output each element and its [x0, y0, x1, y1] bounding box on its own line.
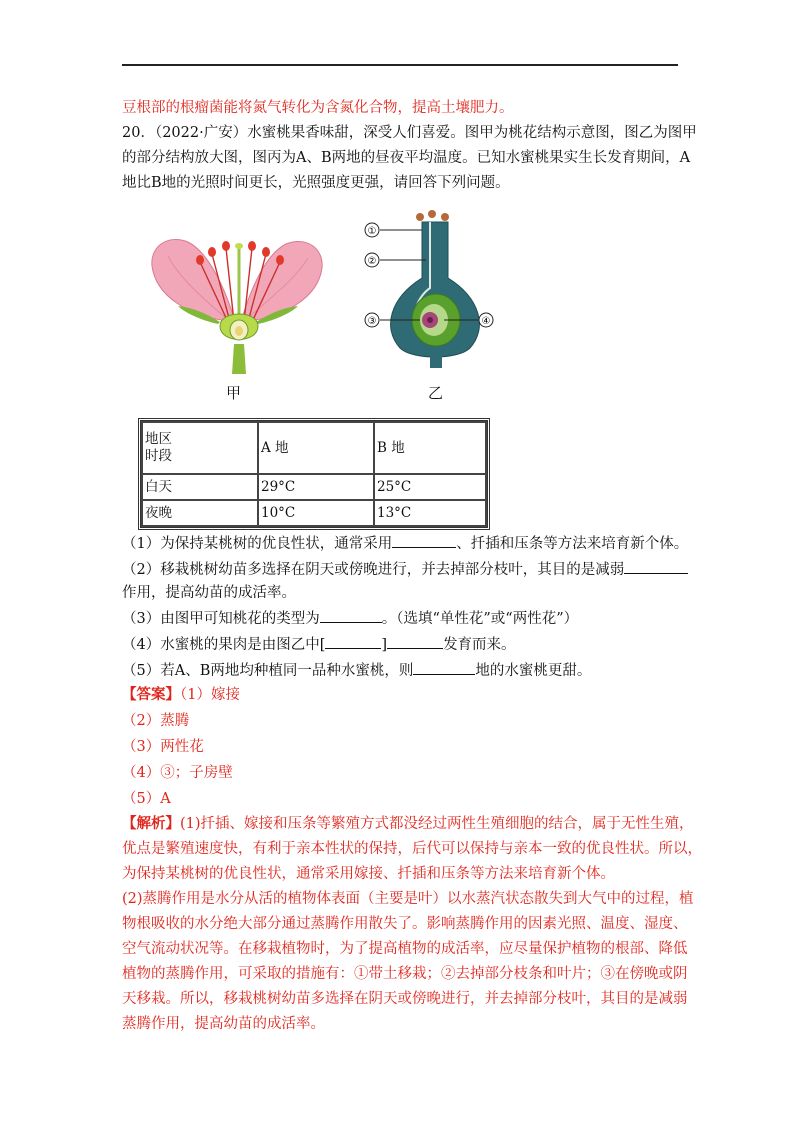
question-stem-line-1 [122, 123, 697, 143]
sub-question-2: （2）移栽桃树幼苗多选择在阴天或傍晚进行，并去掉部分枝叶，其目的是减弱 [122, 559, 688, 580]
stigma [235, 243, 243, 249]
sub-question-2-cont: 作用，提高幼苗的成活率。 [122, 585, 296, 601]
answer-line-4: （4）③；子房壁 [122, 765, 233, 781]
analysis-line-1: 【解析】(1)扦插、嫁接和压条等繁殖方式都没经过两性生殖细胞的结合，属于无性生殖， [122, 815, 694, 832]
header-a-cell: A 地 [258, 422, 374, 474]
header-corner-cell: 地区 时段 [142, 422, 258, 474]
cell-a: 10°C [258, 500, 374, 526]
row-label-cell: 夜晚 [142, 500, 258, 526]
analysis-line-6: 空气流动状况等。在移栽植物时，为了提高植物的成活率，应尽量保护植物的根部、降低 [122, 941, 688, 957]
question-number: 20． [122, 125, 155, 141]
sub-question-3: （3）由图甲可知桃花的类型为 。（选填“单性花”或“两性花”） [122, 608, 578, 629]
answer-line-2: （2）蒸腾 [122, 713, 190, 729]
answer-blank [413, 660, 475, 675]
analysis-tag: 【解析】 [122, 815, 180, 832]
question-stem-line-3: 地比B地的光照时间更长，光照强度更强，请回答下列问题。 [122, 175, 510, 191]
answer-line-1: 【答案】（1）嫁接 [122, 686, 240, 703]
analysis-line-2: 优点是繁殖速度快，有利于亲本性状的保持，后代可以保持与亲本一致的优良性状。所以， [122, 841, 702, 857]
cell-a: 29°C [258, 474, 374, 500]
table-row [142, 474, 486, 500]
answer-blank [624, 559, 688, 574]
answer-blank [387, 634, 443, 649]
pollen-grains [416, 210, 449, 221]
marker-2-label: ② [367, 256, 377, 267]
answer-line-3: （3）两性花 [122, 739, 204, 755]
analysis-line-4: (2)蒸腾作用是水分从活的植物体表面（主要是叶）以水蒸汽状态散失到大气中的过程，植 [122, 891, 694, 907]
flower-diagram-jia [148, 226, 328, 376]
header-b-cell: B 地 [374, 422, 486, 474]
petal-right [242, 241, 322, 321]
analysis-line-5: 物根吸收的水分绝大部分通过蒸腾作用散失了。影响蒸腾作用的因素光照、温度、湿度、 [122, 916, 688, 932]
answer-blank [325, 634, 381, 649]
table-row [142, 500, 486, 526]
cell-b: 13°C [374, 500, 486, 526]
row-label-cell: 白天 [142, 474, 258, 500]
previous-answer-text: 豆根部的根瘤菌能将氮气转化为含氮化合物，提高土壤肥力。 [122, 100, 514, 116]
marker-4-label: ④ [481, 316, 491, 327]
marker-3-label: ③ [367, 316, 377, 327]
answer-blank [320, 608, 382, 623]
pistil-base [430, 348, 442, 368]
table-header-row [142, 422, 486, 474]
answer-blank [392, 533, 456, 548]
pistil-diagram-yi [360, 208, 510, 378]
figure-label-jia: 甲 [226, 384, 242, 402]
figure-label-yi: 乙 [428, 384, 444, 402]
stem-text-1: （2022·广安）水蜜桃果香味甜，深受人们喜爱。图甲为桃花结构示意图，图乙为图甲 [154, 125, 697, 141]
flower-stalk [232, 344, 246, 374]
answer-line-5: （5）A [122, 791, 171, 807]
sub-question-5: （5）若A、B两地均种植同一品种水蜜桃，则 地的水蜜桃更甜。 [122, 660, 591, 681]
analysis-line-3: 为保持某桃树的优良性状，通常采用嫁接、扦插和压条等方法来培育新个体。 [122, 866, 615, 882]
sub-question-4: （4）水蜜桃的果肉是由图乙中[ ] 发育而来。 [122, 634, 516, 655]
answer-tag: 【答案】 [122, 686, 180, 703]
question-stem-line-2: 的部分结构放大图，图丙为A、B两地的昼夜平均温度。已知水蜜桃果实生长发育期间，A [122, 150, 691, 166]
temperature-table [138, 418, 490, 530]
analysis-line-9: 蒸腾作用，提高幼苗的成活率。 [122, 1016, 325, 1032]
cell-b: 25°C [374, 474, 486, 500]
marker-1-label: ① [367, 226, 377, 237]
ovule [235, 326, 243, 336]
sub-question-1: （1）为保持某桃树的优良性状，通常采用 、扦插和压条等方法来培育新个体。 [122, 533, 688, 554]
analysis-line-8: 天移栽。所以，移栽桃树幼苗多选择在阴天或傍晚进行，并去掉部分枝叶，其目的是减弱 [122, 991, 688, 1007]
analysis-line-7: 植物的蒸腾作用，可采取的措施有：①带土移栽；②去掉部分枝条和叶片；③在傍晚或阴 [122, 966, 688, 982]
header-rule [122, 64, 678, 66]
